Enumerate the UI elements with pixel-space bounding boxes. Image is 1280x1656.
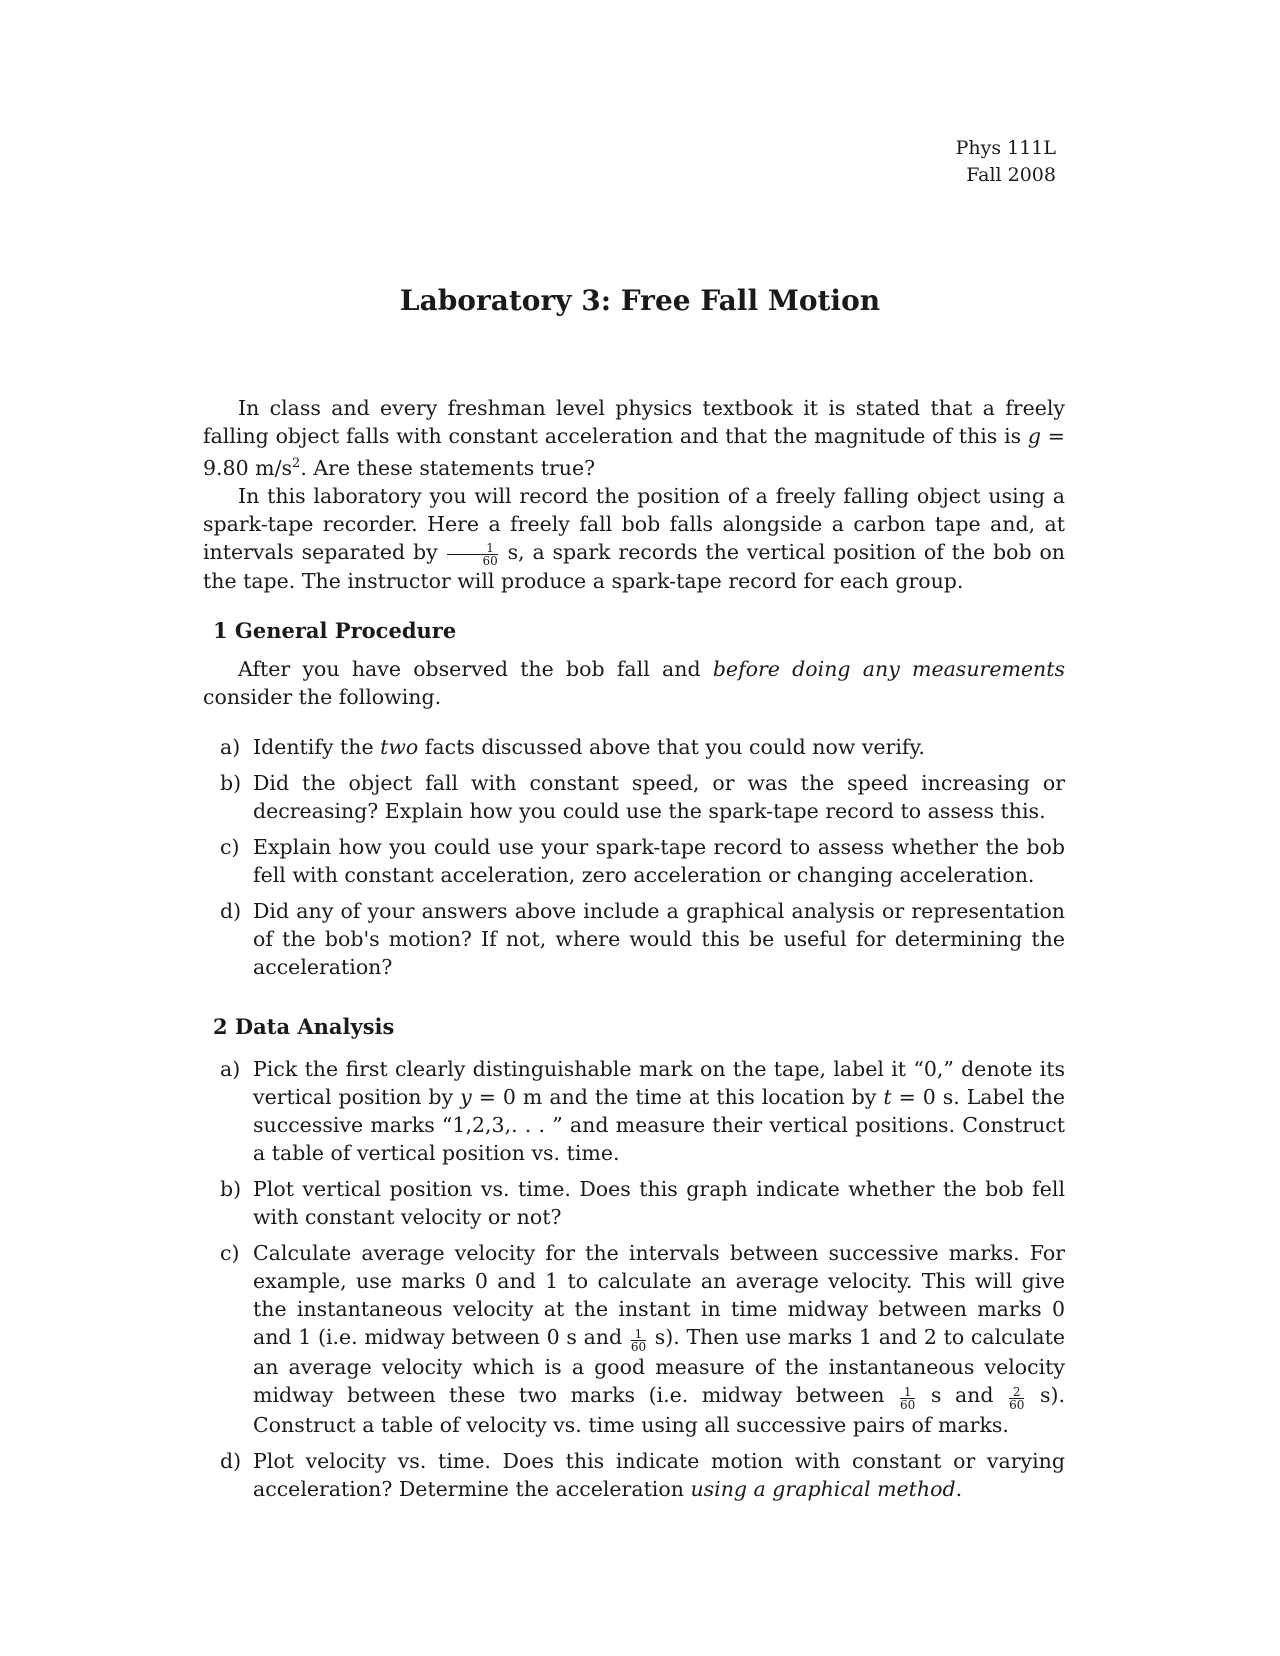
document-title: Laboratory 3: Free Fall Motion — [399, 284, 881, 317]
general-procedure-paragraph: After you have observed the bob fall and before doing any measurements consider the following. — [203, 657, 1065, 710]
fraction: $\frac{1}{60}$ — [630, 1327, 647, 1355]
list-item: d) Did any of your answers above include a graphical analysis or representation of the bob's motion? If not, where would this be useful for determining the acceleration? — [220, 899, 1065, 980]
fraction: $\frac{1}{60}$ — [900, 1384, 916, 1412]
list-item: b) Did the object fall with constant speed, or was the speed increasing or decreasing? Explain how you could use the spark-tape record to assess this. — [220, 771, 1065, 824]
document-body — [203, 394, 1065, 1511]
course-code: Phys 111L — [955, 137, 1056, 159]
fraction: $\frac{2}{60}$ — [1009, 1384, 1025, 1412]
list-item: a) Identify the two facts discussed above that you could now verify. — [220, 735, 925, 760]
list-item: b) Plot vertical position vs. time. Does this graph indicate whether the bob fell with constant velocity or not? — [220, 1177, 1065, 1230]
data-analysis-list — [203, 1055, 1065, 1502]
section-heading-general-procedure: 1 General Procedure — [213, 618, 457, 644]
course-header — [956, 135, 1056, 189]
general-procedure-list — [203, 733, 1065, 981]
list-item: d) Plot velocity vs. time. Does this indicate motion with constant or varying acceleration? Determine the acceleration using a graphical method. — [220, 1448, 1065, 1501]
intro-paragraph-1: In class and every freshman level physics textbook it is stated that a freely falling object falls with constant acceleration and that the magnitude of this is g = 9.80 $m/s^2$. Are these statements true? — [203, 396, 1065, 480]
list-item: a) Pick the first clearly distinguishable mark on the tape, label it “0,” denote its vertical position by y = 0 m and the time at this location by t = 0 s. Label the successive marks “1,2,3,. . . ” and measure their vertical positions. Construct a table of vertical position vs. time. — [220, 1057, 1066, 1166]
section-heading-data-analysis: 2 Data Analysis — [213, 1014, 395, 1040]
course-term: Fall 2008 — [966, 164, 1056, 186]
fraction-one-sixtieth: $\frac{1}{60}$ — [447, 542, 497, 567]
intro-paragraph-2: In this laboratory you will record the position of a freely falling object using a spark-tape recorder. Here a freely fall bob falls alongside a carbon tape and, at intervals separated by $\frac{1}{60}$ s, a spark records the vertical position of the bob on the tape. The instructor will produce a spark-tape record for each group. — [203, 483, 1065, 594]
list-item: c) Explain how you could use your spark-tape record to assess whether the bob fell with constant acceleration, zero acceleration or changing acceleration. — [220, 835, 1065, 888]
list-item: c) Calculate average velocity for the intervals between successive marks. For example, use marks 0 and 1 to calculate an average velocity. This will give the instantaneous velocity at the instant in time midway between marks 0 and 1 (i.e. midway between 0 s and $\frac{1}{60}$ s). Then use marks 1 and 2 to calculate an average velocity which is a good measure of the instantaneous velocity midway between these two marks (i.e. midway between $\frac{1}{60}$ s and $\frac{2}{60}$ s). Construct a table of velocity vs. time using all successive pairs of marks. — [220, 1241, 1065, 1437]
